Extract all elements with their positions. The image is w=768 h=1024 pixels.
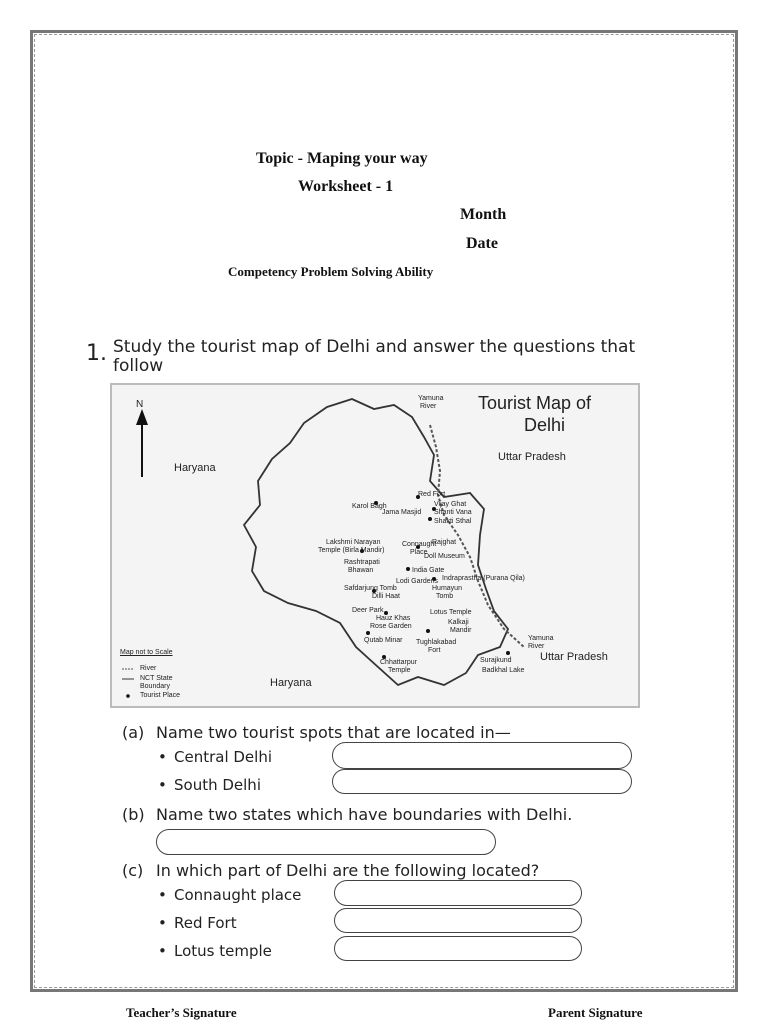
north-label: N (136, 399, 144, 410)
state-up-top: Uttar Pradesh (498, 451, 566, 463)
place-dot (426, 629, 430, 633)
place-label: Mandir (450, 627, 472, 634)
answer-box-central-delhi[interactable] (332, 742, 632, 769)
place-label: Qutab Minar (364, 637, 403, 644)
place-label: Safdarjung Tomb (344, 585, 397, 592)
part-a-label: (a) (122, 723, 145, 742)
state-up-bottom: Uttar Pradesh (540, 651, 608, 663)
place-label: Lakshmi Narayan (326, 539, 381, 546)
answer-box-lotus[interactable] (334, 936, 582, 961)
place-label: Humayun (432, 585, 462, 592)
map-title-line1: Tourist Map of (478, 393, 592, 413)
part-c-text: In which part of Delhi are the following located? (156, 861, 540, 880)
legend-boundary: NCT State (140, 675, 173, 682)
topic-heading: Topic - Maping your way (256, 150, 428, 167)
question-text-line2: follow (113, 356, 164, 376)
place-dot (506, 651, 510, 655)
legend-river: River (140, 665, 157, 672)
place-label: Doll Museum (424, 553, 465, 560)
place-label: Chhattarpur (380, 659, 417, 666)
river-label: River (420, 403, 437, 410)
part-a-item-south: South Delhi (174, 776, 261, 794)
place-dot (428, 517, 432, 521)
place-label: Jama Masjid (382, 509, 422, 516)
place-label: Bhawan (348, 567, 374, 574)
answer-box-connaught[interactable] (334, 880, 582, 906)
part-c-item-redfort: Red Fort (174, 914, 237, 932)
answer-box-states[interactable] (156, 829, 496, 855)
place-label: Lodi Gardens (396, 578, 439, 585)
legend-title: Map not to Scale (120, 649, 173, 656)
place-label: Fort (428, 647, 441, 654)
part-c-label: (c) (122, 861, 144, 880)
place-label: Karol Bagh (352, 503, 387, 510)
question-text-line1: Study the tourist map of Delhi and answer the questions that (113, 337, 636, 357)
place-label: Place (410, 549, 428, 556)
place-label: Rashtrapati (344, 559, 380, 566)
tourist-map (110, 383, 640, 708)
bullet-icon: • (158, 776, 167, 794)
part-b-text: Name two states which have boundaries with Delhi. (156, 805, 573, 824)
month-label: Month (460, 206, 507, 223)
bullet-icon: • (158, 748, 167, 766)
state-haryana-top: Haryana (174, 462, 216, 474)
place-label: Badkhal Lake (482, 667, 525, 674)
place-label: Shanti Vana (434, 509, 472, 516)
place-label: Tughlakabad (416, 639, 457, 646)
place-dot (406, 567, 410, 571)
teacher-signature-label: Teacher’s Signature (126, 1005, 237, 1020)
legend-boundary: Boundary (140, 683, 170, 690)
place-label: Hauz Khas (376, 615, 411, 622)
part-c-item-connaught: Connaught place (174, 886, 302, 904)
part-a-text: Name two tourist spots that are located in— (156, 723, 511, 742)
river-label: Yamuna (528, 635, 554, 642)
part-a-item-central: Central Delhi (174, 748, 273, 766)
place-dot (366, 631, 370, 635)
place-label: Rajghat (432, 539, 457, 546)
north-arrowhead (136, 409, 148, 425)
answer-box-south-delhi[interactable] (332, 769, 632, 794)
map-title-line2: Delhi (524, 415, 566, 435)
place-label: Connaught (402, 541, 437, 548)
place-label: Dilli Haat (372, 593, 401, 600)
river-label: Yamuna (418, 395, 444, 402)
place-label: Vijay Ghat (434, 501, 467, 508)
place-label: Surajkund (480, 657, 512, 664)
bullet-icon: • (158, 942, 167, 960)
date-label: Date (466, 235, 498, 252)
bullet-icon: • (158, 914, 167, 932)
parent-signature-label: Parent Signature (548, 1005, 643, 1020)
competency-label: Competency Problem Solving Ability (228, 264, 434, 279)
place-label: Tomb (436, 593, 454, 600)
place-label: Lotus Temple (430, 609, 472, 616)
river-label: River (528, 643, 545, 650)
part-b-label: (b) (122, 805, 145, 824)
bullet-icon: • (158, 886, 167, 904)
state-haryana-bottom: Haryana (270, 677, 312, 689)
place-label: Temple (Birla Mandir) (318, 547, 385, 554)
place-label: Shakti Sthal (434, 518, 472, 525)
part-c-item-lotus: Lotus temple (174, 942, 272, 960)
answer-box-redfort[interactable] (334, 908, 582, 933)
legend-dot (126, 694, 130, 698)
place-label: Temple (388, 667, 411, 674)
place-label: Kalkaji (448, 619, 469, 626)
legend-tourist-place: Tourist Place (140, 692, 181, 699)
place-label: India Gate (412, 567, 445, 574)
worksheet-heading: Worksheet - 1 (298, 178, 394, 195)
question-number: 1. (86, 341, 107, 366)
place-label: Deer Park (352, 607, 384, 614)
place-label: Indraprastha (Purana Qila) (442, 575, 525, 582)
place-label: Red Fort (418, 491, 446, 498)
place-label: Rose Garden (370, 623, 412, 630)
